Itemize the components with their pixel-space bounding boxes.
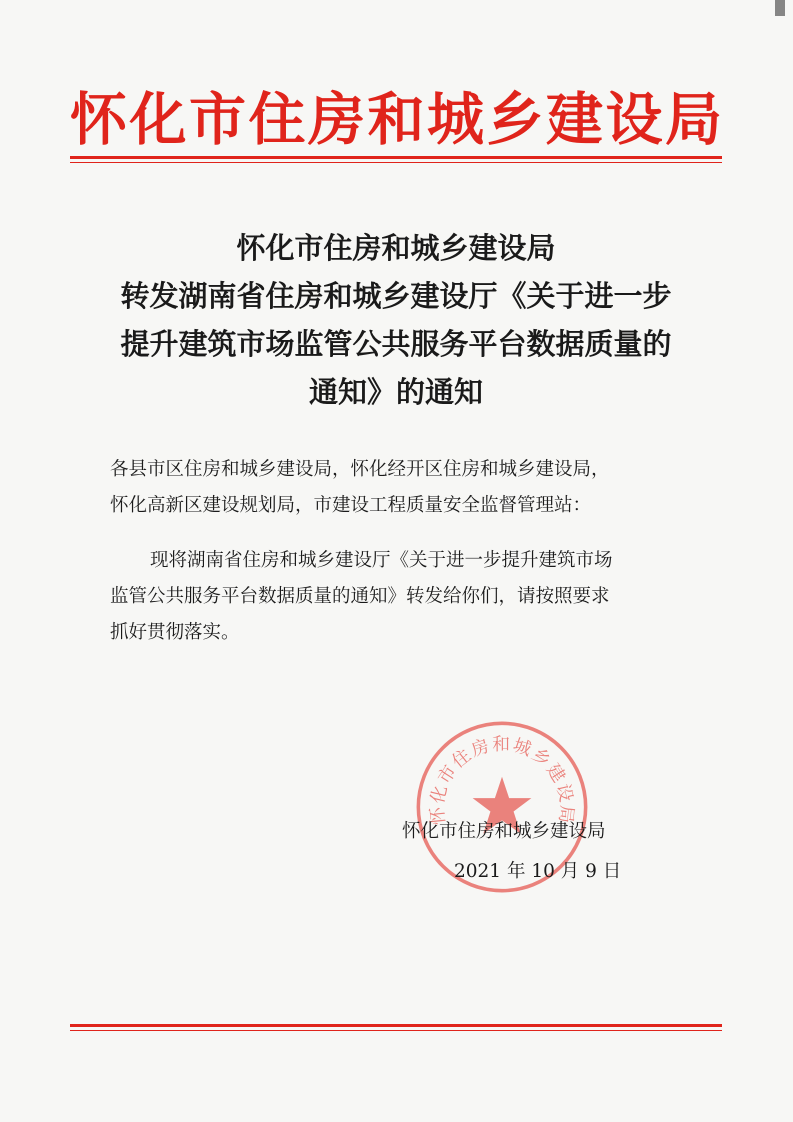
seal-text: 怀化市住房和城乡建设局 — [426, 733, 578, 826]
recipients-line: 各县市区住房和城乡建设局，怀化经开区住房和城乡建设局， — [110, 459, 610, 480]
notice-title-line: 转发湖南省住房和城乡建设厅《关于进一步 — [120, 279, 672, 313]
signature-block — [402, 812, 672, 892]
recipients-line: 怀化高新区建设规划局，市建设工程质量安全监督管理站： — [110, 495, 592, 516]
body-paragraph — [110, 543, 690, 651]
scan-edge-mark — [775, 0, 785, 16]
recipients-block — [110, 452, 690, 524]
footer-red-rule — [70, 1024, 722, 1031]
body-line: 抓好贯彻落实。 — [110, 622, 240, 643]
letterhead-org-name: 怀化市住房和城乡建设局 — [70, 87, 722, 153]
signature-date: 2021 年 10 月 9 日 — [454, 861, 622, 882]
notice-title-line: 提升建筑市场监管公共服务平台数据质量的 — [120, 327, 672, 361]
body-line: 现将湖南省住房和城乡建设厅《关于进一步提升建筑市场 — [150, 550, 613, 571]
body-line: 监管公共服务平台数据质量的通知》转发给你们，请按照要求 — [110, 586, 610, 607]
notice-title — [80, 224, 712, 416]
notice-title-line: 通知》的通知 — [308, 375, 483, 409]
signature-org: 怀化市住房和城乡建设局 — [402, 821, 606, 842]
letterhead-red-rule — [70, 156, 722, 163]
notice-title-line: 怀化市住房和城乡建设局 — [236, 231, 556, 265]
